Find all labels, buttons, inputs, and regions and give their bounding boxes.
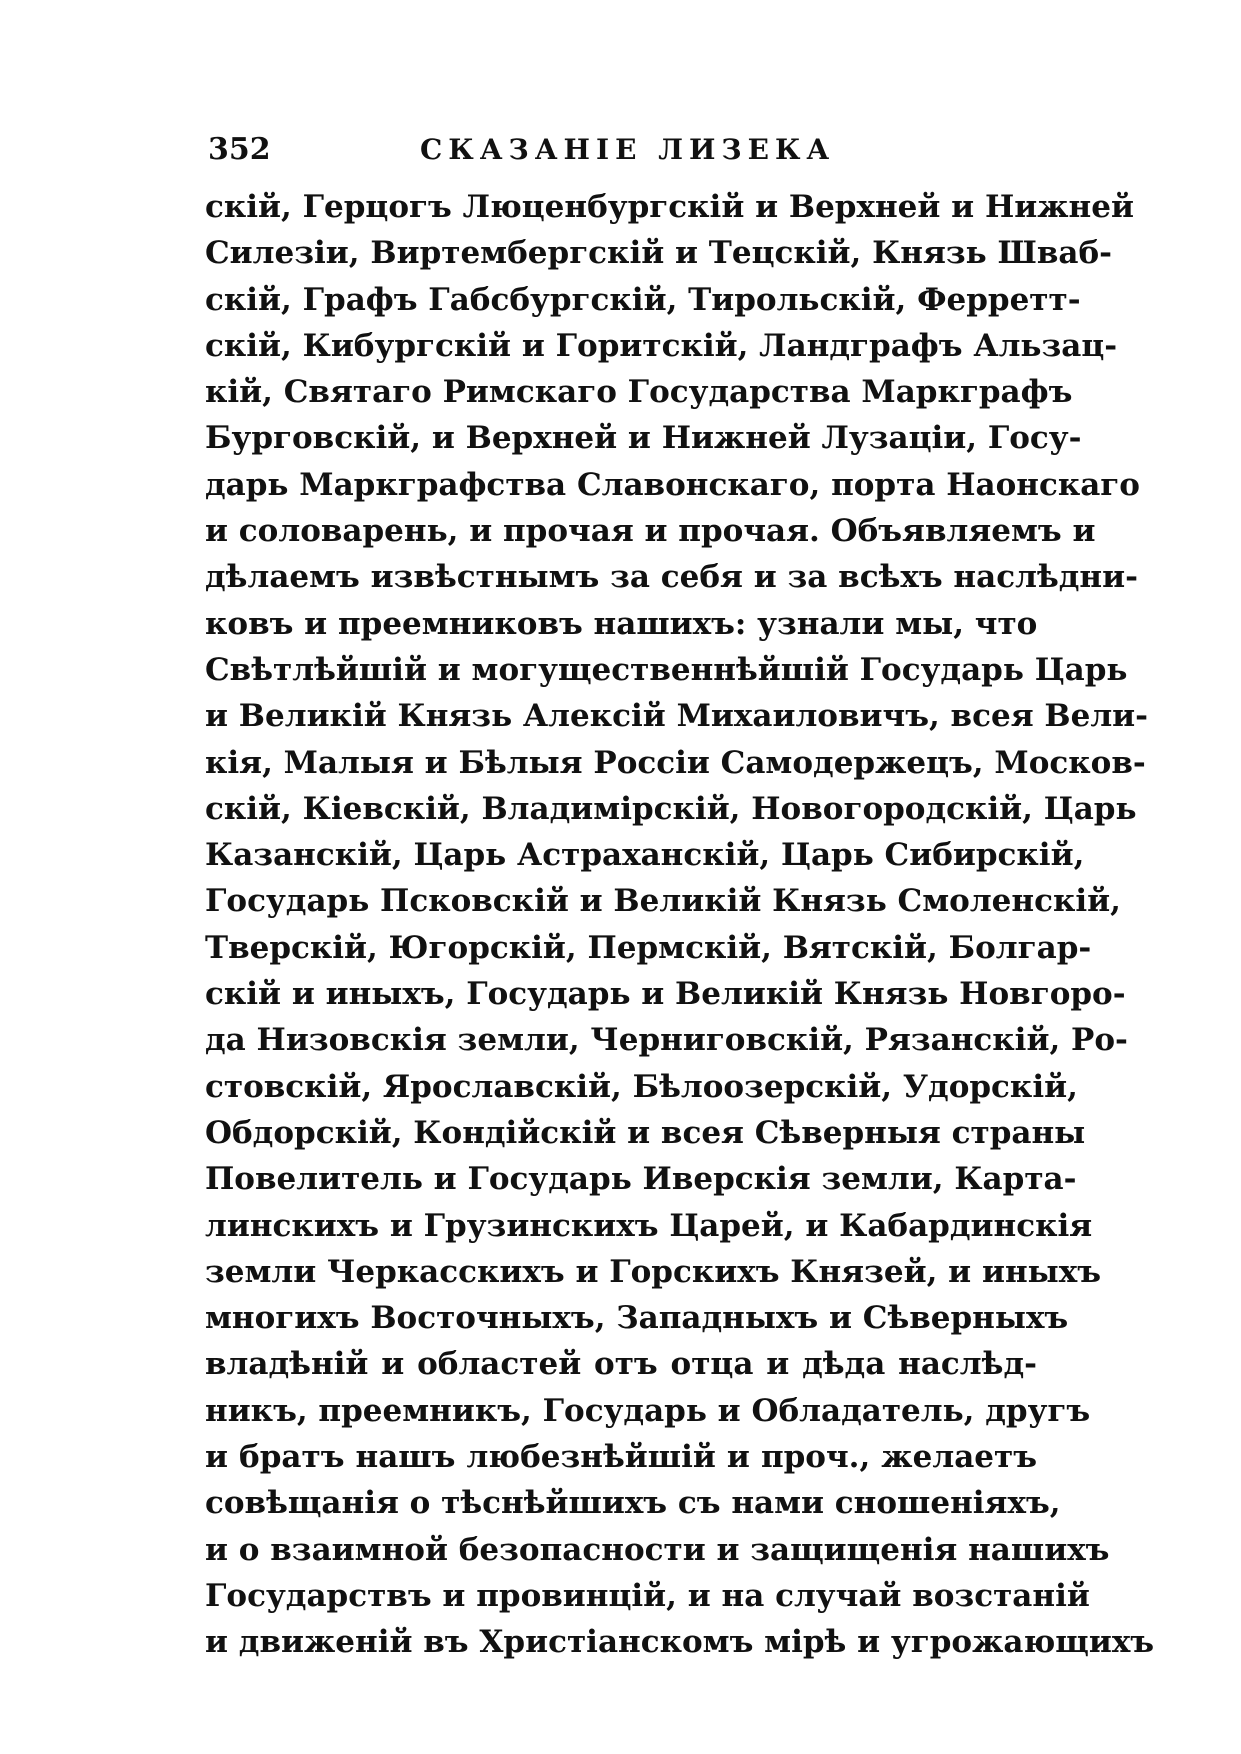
text-line: скій, Герцогъ Люценбургскій и Верхней и Нижней (205, 189, 1134, 225)
text-line: Обдорскій, Кондійскій и всея Сѣверныя страны (205, 1114, 1086, 1151)
text-line: никъ, преемникъ, Государь и Обладатель, другъ (205, 1392, 1091, 1429)
text-line: Казанскій, Царь Астраханскій, Царь Сибирскій, (205, 837, 1085, 874)
text-line: дарь Маркграфства Славонскаго, порта Наонскаго (205, 466, 1140, 503)
text-line: стовскій, Ярославскій, Бѣлоозерскій, Удорскій, (205, 1068, 1078, 1105)
text-line: скій, Кіевскій, Владимірскій, Новогородскій, Царь (205, 790, 1137, 827)
text-line: владѣній и областей отъ отца и дѣда наслѣд- (205, 1346, 1037, 1383)
text-line: Государствъ и провинцій, и на случай возстаній (205, 1577, 1090, 1614)
text-line: и соловарень, и прочая и прочая. Объявляемъ и (205, 513, 1096, 550)
text-line: совѣщанія о тѣснѣйшихъ съ нами сношеніяхъ, (205, 1485, 1061, 1522)
text-line: и Великій Князь Алексій Михаиловичъ, всея Вели- (205, 698, 1149, 735)
text-line: многихъ Восточныхъ, Западныхъ и Сѣверныхъ (205, 1300, 1069, 1337)
text-line: и движеній въ Христіанскомъ мірѣ и угрожающихъ (205, 1624, 1155, 1661)
text-line: Бурговскій, и Верхней и Нижней Лузаціи, Госу- (205, 420, 1082, 457)
text-line: линскихъ и Грузинскихъ Царей, и Кабардинскія (205, 1207, 1093, 1244)
text-line: и о взаимной безопасности и защищенія нашихъ (205, 1531, 1110, 1568)
text-line: да Низовскія земли, Черниговскій, Рязанскій, Ро- (205, 1022, 1128, 1059)
running-head (208, 128, 1036, 178)
text-line: кій, Святаго Римскаго Государства Маркграфъ (205, 374, 1073, 411)
text-line: земли Черкасскихъ и Горскихъ Князей, и иныхъ (205, 1253, 1101, 1290)
text-line: кія, Малыя и Бѣлыя Россіи Самодержецъ, Москов- (205, 744, 1146, 781)
text-line: Повелитель и Государь Иверскія земли, Карта- (205, 1161, 1077, 1198)
text-line: Силезіи, Виртембергскій и Тецскій, Князь Шваб- (205, 235, 1112, 272)
text-line: Тверскій, Югорскій, Пермскій, Вятскій, Болгар- (205, 929, 1092, 966)
text-line: и братъ нашъ любезнѣйшій и проч., желаетъ (205, 1439, 1037, 1476)
running-title: СКАЗАНІЕ ЛИЗЕКА (420, 133, 836, 166)
text-line: скій, Графъ Габсбургскій, Тирольскій, Ферретт- (205, 281, 1081, 318)
text-line: скій, Кибургскій и Горитскій, Ландграфъ Альзац- (205, 327, 1118, 364)
body-text (205, 184, 1155, 1666)
page-number: 352 (208, 132, 271, 167)
text-line: скій и иныхъ, Государь и Великій Князь Новгоро- (205, 976, 1126, 1013)
text-line: Свѣтлѣйшій и могущественнѣйшій Государь Царь (205, 651, 1128, 688)
text-line: дѣлаемъ извѣстнымъ за себя и за всѣхъ наслѣдни- (205, 559, 1138, 596)
text-line: ковъ и преемниковъ нашихъ: узнали мы, что (205, 605, 1038, 642)
text-line: Государь Псковскій и Великій Князь Смоленскій, (205, 883, 1121, 920)
